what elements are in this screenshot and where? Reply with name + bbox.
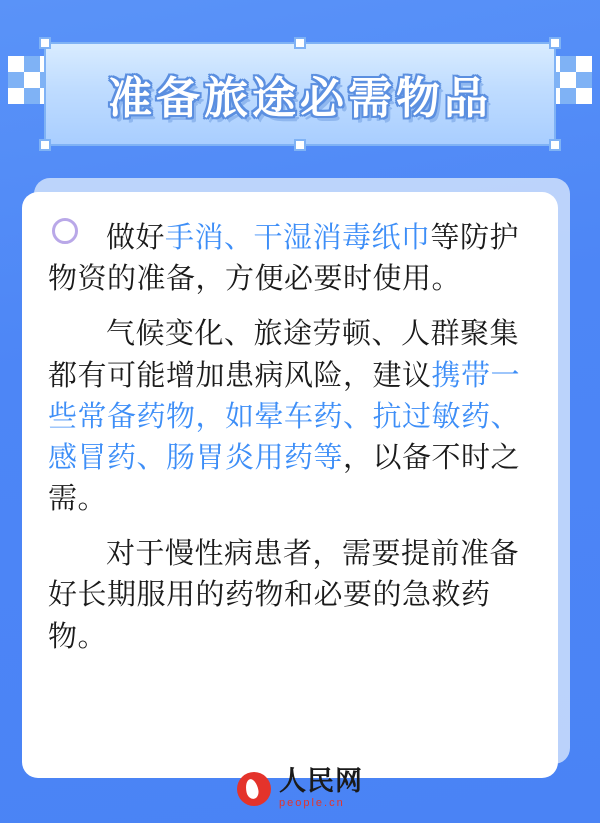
paragraph: [48, 314, 532, 520]
body-text: 气候变化、旅途劳顿、人群聚集都有可能增加患病风险，建议: [48, 318, 520, 392]
footer-logo: [0, 768, 600, 809]
paragraph: [48, 218, 532, 300]
highlighted-text: 手消、干湿消毒纸巾: [165, 222, 431, 254]
content-card: [22, 192, 558, 778]
logo-name-cn: 人民网: [279, 766, 363, 796]
body-text: 对于慢性病患者，需要提前准备好长期服用的药物和必要的急救药物。: [48, 538, 520, 653]
content-paragraphs: [48, 218, 532, 658]
highlighted-text: 携带一些常备药物，如晕车药、抗过敏药、感冒药、肠胃炎用药等: [48, 359, 521, 474]
page-title: 准备旅途必需物品: [108, 74, 492, 123]
title-banner: [44, 42, 556, 146]
circle-outline-icon: [52, 218, 78, 244]
body-text: 等防护物资的准备，方便必要时使用。: [48, 222, 520, 296]
paragraph: [48, 534, 532, 658]
people-cn-logo-icon: [237, 772, 271, 806]
logo-name-en: people.cn: [279, 797, 345, 809]
logo-text-group: [279, 768, 363, 809]
body-text: ，以备不时之需。: [48, 441, 521, 516]
body-text: 做好: [106, 222, 166, 254]
